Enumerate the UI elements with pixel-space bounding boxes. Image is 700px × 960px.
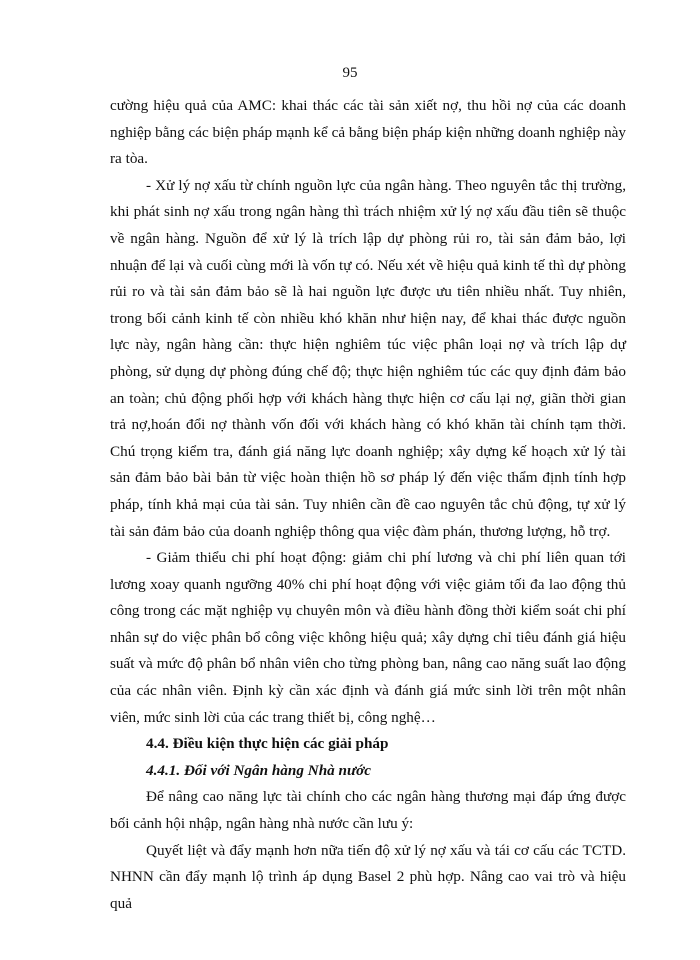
paragraph-bad-debt-handling: - Xử lý nợ xấu từ chính nguồn lực của ngân hàng. Theo nguyên tắc thị trường, khi phát sinh nợ xấu trong ngân hàng thì trách nhiệm xử lý nợ xấu đầu tiên sẽ thuộc về ngân hàng. Nguồn để xử lý là trích lập dự phòng rủi ro, tài sản đảm bảo, lợi nhuận để lại và cuối cùng mới là vốn tự có. Nếu xét về hiệu quả kinh tế thì dự phòng rủi ro và tài sản đảm bảo sẽ là hai nguồn lực được ưu tiên nhiều nhất. Tuy nhiên, trong bối cảnh kinh tế còn nhiều khó khăn như hiện nay, để khai thác được nguồn lực này, ngân hàng cần: thực hiện nghiêm túc việc phân loại nợ và trích lập dự phòng, sử dụng dự phòng đúng chế độ; thực hiện nghiêm túc các quy định đảm bảo an toàn; chủ động phối hợp với khách hàng thực hiện cơ cấu lại nợ, giãn thời gian trả nợ,hoán đổi nợ thành vốn đối với khách hàng có khó khăn tài chính tạm thời. Chú trọng kiểm tra, đánh giá năng lực doanh nghiệp; xây dựng kế hoạch xử lý tài sản đảm bảo bài bản từ việc hoàn thiện hồ sơ pháp lý đến việc thẩm định tính hợp pháp, tính khả mại của tài sản. Tuy nhiên cần đề cao nguyên tắc chủ động, tự xử lý tài sản đảm bảo của doanh nghiệp thông qua việc đàm phán, thương lượng, hỗ trợ. [110, 176, 626, 540]
body-text [110, 93, 626, 917]
section-heading: 4.4. Điều kiện thực hiện các giải pháp [146, 735, 389, 753]
page-number: 95 [342, 65, 358, 81]
paragraph-sbv-measures: Quyết liệt và đẩy mạnh hơn nữa tiến độ xử lý nợ xấu và tái cơ cấu các TCTD. NHNN cần đẩy mạnh lộ trình áp dụng Basel 2 phù hợp. Nâng cao vai trò và hiệu quả [110, 841, 626, 912]
paragraph-cost-reduction: - Giảm thiểu chi phí hoạt động: giảm chi phí lương và chi phí liên quan tới lương xoay quanh ngưỡng 40% chi phí hoạt động với việc giảm tối đa lao động thủ công trong các mặt nghiệp vụ chuyên môn và điều hành đồng thời kiểm soát chi phí nhân sự do việc phân bổ công việc không hiệu quả; xây dựng chỉ tiêu đánh giá hiệu suất và mức độ phân bổ nhân viên cho từng phòng ban, nâng cao năng suất lao động của các nhân viên. Định kỳ cần xác định và đánh giá mức sinh lời trên một nhân viên, mức sinh lời của các trang thiết bị, công nghệ… [110, 549, 626, 726]
subsection-heading: 4.4.1. Đối với Ngân hàng Nhà nước [146, 761, 371, 779]
paragraph-amc-continuation: cường hiệu quả của AMC: khai thác các tài sản xiết nợ, thu hồi nợ của các doanh nghiệp bằng các biện pháp mạnh kể cả bằng biện pháp kiện những doanh nghiệp này ra tòa. [110, 97, 626, 168]
paragraph-sbv-intro: Để nâng cao năng lực tài chính cho các ngân hàng thương mại đáp ứng được bối cảnh hội nhập, ngân hàng nhà nước cần lưu ý: [110, 788, 626, 833]
